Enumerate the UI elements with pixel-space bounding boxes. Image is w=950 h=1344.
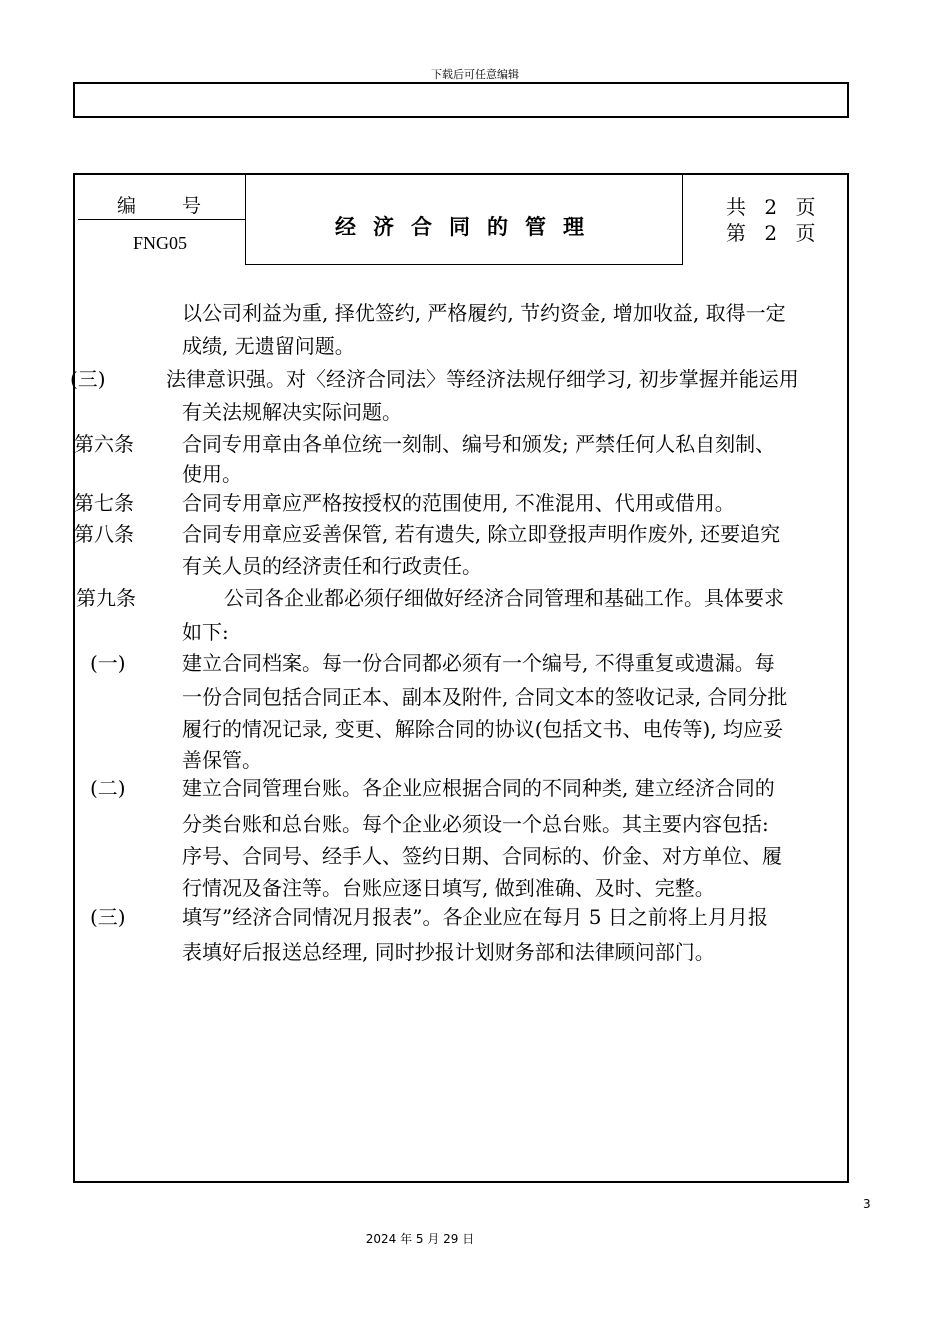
- body-line: 善保管。: [182, 748, 262, 772]
- body-line: 行情况及备注等。台账应逐日填写, 做到准确、及时、完整。: [182, 876, 715, 900]
- body-line: 以公司利益为重, 择优签约, 严格履约, 节约资金, 增加收益, 取得一定: [182, 301, 786, 325]
- body-line: 成绩, 无遗留问题。: [182, 334, 355, 358]
- body-line: 一份合同包括合同正本、副本及附件, 合同文本的签收记录, 合同分批: [182, 685, 788, 709]
- article-label: 第六条: [74, 432, 134, 456]
- body-line: 法律意识强。对〈经济合同法〉等经济法规仔细学习, 初步掌握并能运用: [166, 367, 799, 391]
- header-note: 下载后可任意编辑: [431, 68, 519, 81]
- section-label: (三): [70, 367, 106, 391]
- body-line: 填写”经济合同情况月报表”。各企业应在每月 5 日之前将上月月报: [182, 905, 768, 929]
- page-number: 3: [863, 1197, 871, 1211]
- body-line: 履行的情况记录, 变更、解除合同的协议(包括文书、电传等), 均应妥: [182, 717, 784, 741]
- body-line: 如下:: [182, 620, 229, 644]
- document-title: 经济合同的管理: [335, 215, 601, 239]
- form-number-label: 编 号: [116, 195, 222, 217]
- page-count-cell: [726, 194, 821, 246]
- footer-date: 2024 年 5 月 29 日: [365, 1232, 475, 1246]
- title-cell: [245, 175, 683, 265]
- body-line: 有关人员的经济责任和行政责任。: [182, 554, 482, 578]
- body-line: 合同专用章应严格按授权的范围使用, 不准混用、代用或借用。: [182, 491, 735, 515]
- form-number-cell: [75, 175, 245, 265]
- section-label: (一): [90, 651, 126, 675]
- body-line: 分类台账和总台账。每个企业必须设一个总台账。其主要内容包括:: [182, 812, 769, 836]
- body-line: 序号、合同号、经手人、签约日期、合同标的、价金、对方单位、履: [182, 844, 782, 868]
- body-line: 表填好后报送总经理, 同时抄报计划财务部和法律顾问部门。: [182, 940, 715, 964]
- body-line: 有关法规解决实际问题。: [182, 400, 402, 424]
- section-label: (三): [90, 905, 126, 929]
- article-label: 第七条: [74, 491, 134, 515]
- total-pages: 共 2 页: [726, 195, 822, 219]
- article-label: 第九条: [76, 586, 136, 610]
- article-label: 第八条: [74, 522, 134, 546]
- current-page: 第 2 页: [726, 221, 822, 245]
- body-line: 公司各企业都必须仔细做好经济合同管理和基础工作。具体要求: [224, 586, 784, 610]
- form-number-value: FNG05: [132, 233, 187, 253]
- body-line: 建立合同管理台账。各企业应根据合同的不同种类, 建立经济合同的: [182, 776, 775, 800]
- body-line: 建立合同档案。每一份合同都必须有一个编号, 不得重复或遗漏。每: [182, 651, 775, 675]
- divider: [78, 219, 245, 220]
- body-line: 使用。: [182, 462, 242, 486]
- body-line: 合同专用章应妥善保管, 若有遗失, 除立即登报声明作废外, 还要追究: [182, 522, 781, 546]
- section-label: (二): [90, 776, 126, 800]
- body-line: 合同专用章由各单位统一刻制、编号和颁发; 严禁任何人私自刻制、: [182, 432, 776, 456]
- top-blank-box: [73, 82, 849, 118]
